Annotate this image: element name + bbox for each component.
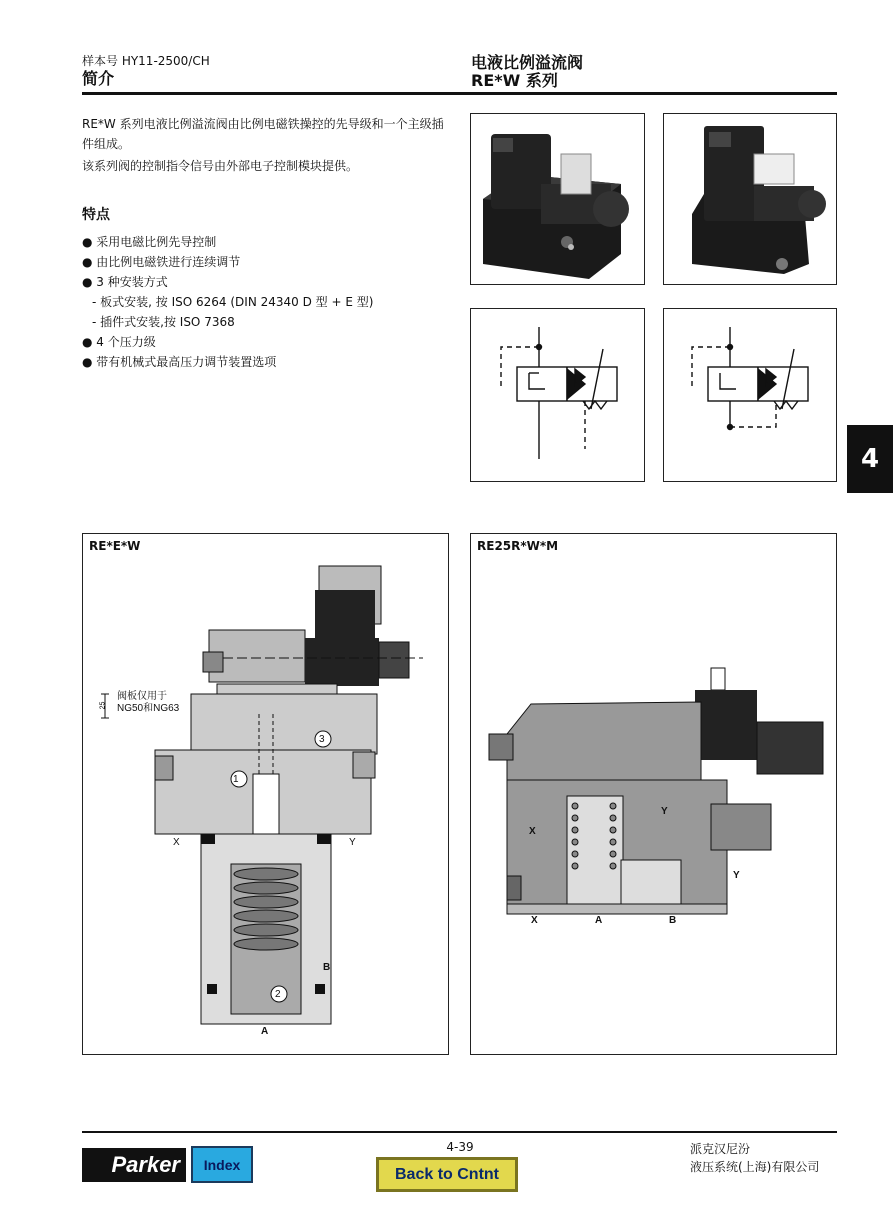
port-x-label: X	[173, 837, 180, 848]
footer-rule	[82, 1131, 837, 1133]
port-y-top-label: Y	[661, 806, 668, 817]
company-line-1: 派克汉尼汾	[690, 1142, 751, 1156]
callout-3: 3	[319, 734, 325, 745]
dimension-label: 25	[99, 701, 107, 710]
port-a-label: A	[595, 915, 603, 926]
hydraulic-symbol-image	[664, 309, 836, 481]
feature-item: ● 3 种安装方式	[82, 275, 168, 289]
features-heading: 特点	[82, 207, 110, 223]
company-line-2: 液压系统(上海)有限公司	[690, 1160, 820, 1174]
port-y-label: Y	[733, 870, 740, 881]
valve-photo-image	[664, 114, 836, 284]
plate-note	[117, 691, 179, 715]
product-photo-cartridge	[663, 113, 837, 285]
drawing-title: RE25R*W*M	[477, 539, 559, 553]
sectional-drawing-re25r-w-m	[470, 533, 837, 1055]
sectional-drawing-ree-w	[82, 533, 449, 1055]
index-button[interactable]: Index	[191, 1146, 253, 1183]
series-title: RE*W 系列	[471, 71, 558, 90]
callout-1: 1	[233, 774, 239, 785]
parker-logo: Parker	[82, 1148, 186, 1182]
header-rule	[82, 92, 837, 95]
product-photo-plate	[470, 113, 645, 285]
section-drawing-left	[83, 534, 448, 1054]
features-list	[82, 232, 462, 372]
hydraulic-symbol-cartridge	[663, 308, 837, 482]
port-x-bottom-label: X	[531, 915, 538, 926]
catalog-number: 样本号 HY11-2500/CH	[82, 54, 210, 68]
port-x-label: X	[529, 826, 536, 837]
back-to-contents-button[interactable]: Back to Cntnt	[376, 1157, 518, 1192]
valve-photo-image	[471, 114, 644, 284]
port-b-label: B	[669, 915, 677, 926]
feature-item: ● 由比例电磁铁进行连续调节	[82, 255, 241, 269]
plate-note-line1: 阀板仅用于	[117, 691, 167, 702]
port-y-label: Y	[349, 837, 356, 848]
feature-item: ● 4 个压力级	[82, 335, 156, 349]
feature-item: ● 采用电磁比例先导控制	[82, 235, 217, 249]
intro-paragraph-1: RE*W 系列电液比例溢流阀由比例电磁铁操控的先导级和一个主级插件组成。	[82, 117, 444, 151]
plate-note-line2: NG50和NG63	[117, 703, 180, 714]
section-drawing-right	[471, 534, 836, 1054]
port-b-label: B	[323, 962, 331, 973]
hydraulic-symbol-image	[471, 309, 644, 481]
feature-item: ● 带有机械式最高压力调节装置选项	[82, 355, 277, 369]
product-title: 电液比例溢流阀	[471, 53, 584, 72]
intro-text	[82, 114, 452, 176]
hydraulic-symbol-plate	[470, 308, 645, 482]
intro-paragraph-2: 该系列阀的控制指令信号由外部电子控制模块提供。	[82, 159, 359, 173]
feature-sub-item: - 插件式安装,按 ISO 7368	[92, 315, 235, 329]
callout-2: 2	[275, 989, 281, 1000]
port-a-label: A	[261, 1026, 269, 1037]
chapter-tab: 4	[847, 425, 893, 493]
feature-sub-item: - 板式安装, 按 ISO 6264 (DIN 24340 D 型 + E 型)	[92, 295, 374, 309]
section-title: 简介	[82, 69, 115, 88]
drawing-title: RE*E*W	[89, 539, 141, 553]
company-name	[690, 1140, 819, 1176]
page-number: 4-39	[446, 1140, 474, 1154]
